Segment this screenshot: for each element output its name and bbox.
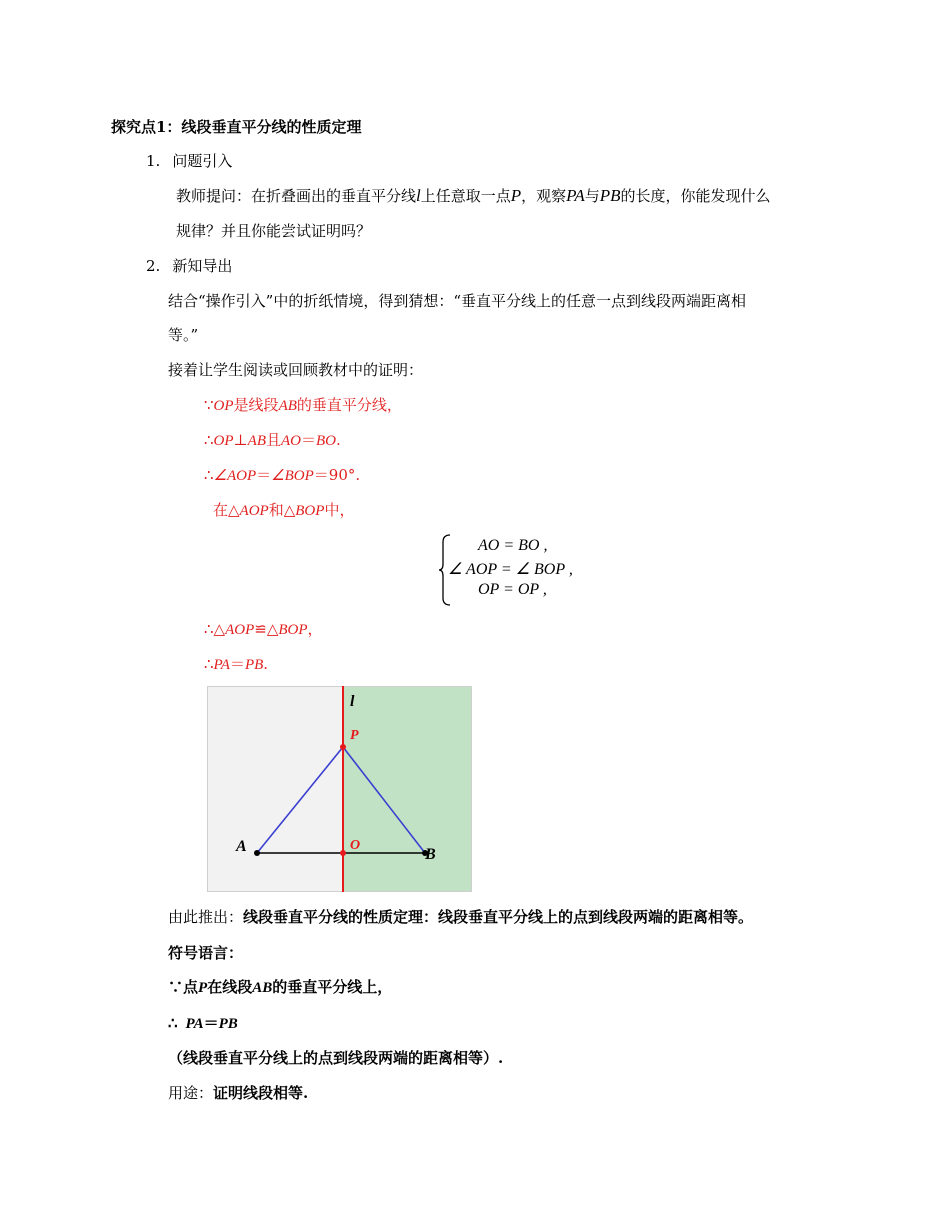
equals-symbol: ＝: [301, 431, 317, 449]
var-l: l: [416, 186, 421, 205]
guess-line-1: 结合“操作引入”中的折纸情境，得到猜想：“垂直平分线上的任意一点到线段两端距离相: [168, 292, 747, 310]
symbol-line-1: [168, 977, 392, 998]
symbol-text: 在线段: [207, 978, 253, 996]
proof-text: 的垂直平分线，: [296, 396, 402, 414]
label-p: P: [350, 728, 359, 743]
proof-step-3: [204, 465, 360, 486]
theorem-statement: [168, 907, 753, 927]
proof-text: 在△: [213, 501, 240, 519]
conclusion-congruent: [204, 619, 323, 640]
therefore-symbol: ∴△: [204, 620, 226, 638]
var-pb: PB: [599, 186, 621, 205]
geometry-figure: [207, 686, 472, 892]
var-ab: AB: [247, 433, 266, 449]
subsection-1-number: 1.: [146, 152, 161, 170]
use-line: [168, 1083, 308, 1103]
because-symbol: ∵: [204, 396, 214, 414]
period: .: [263, 655, 269, 673]
therefore-symbol: ∴: [204, 466, 214, 484]
var-pa: PA: [213, 657, 230, 673]
angle-aop: ∠AOP: [213, 468, 257, 484]
subsection-1: [146, 151, 232, 171]
use-prefix: 用途：: [168, 1084, 214, 1102]
read-instruction: 接着让学生阅读或回顾教材中的证明：: [168, 361, 424, 379]
var-ao: AO: [281, 433, 301, 449]
proof-step-4: [213, 500, 354, 521]
question-text: 与: [584, 187, 600, 205]
triangle-aop: AOP: [225, 622, 255, 638]
question-text: ，观察: [521, 187, 567, 205]
conclusion-equal: [204, 654, 268, 675]
system-row-3: OP = OP ,: [478, 581, 547, 598]
therefore-symbol: ∴: [204, 655, 214, 673]
subsection-2-title: 新知导出: [172, 257, 233, 275]
equation-system: [438, 534, 608, 606]
var-op: OP: [213, 398, 234, 414]
triangle-aop: AOP: [239, 503, 269, 519]
label-l: l: [350, 693, 355, 710]
var-ab: AB: [252, 980, 273, 996]
point-a: [254, 850, 260, 856]
perpendicular-bisector-diagram: [207, 686, 472, 892]
symbol-text: 的垂直平分线上，: [272, 978, 393, 996]
triangle-bop: BOP: [278, 622, 308, 638]
proof-text: 和△: [268, 501, 296, 519]
label-a: A: [236, 838, 247, 855]
var-op: OP: [213, 433, 234, 449]
question-text: 上任意取一点: [420, 187, 511, 205]
question-line-2: 规律？并且你能尝试证明吗？: [176, 222, 372, 240]
section-heading: 探究点1：线段垂直平分线的性质定理: [111, 118, 362, 136]
question-line-1: [176, 186, 771, 206]
use-text: 证明线段相等.: [213, 1084, 309, 1102]
var-p: P: [198, 980, 208, 996]
period: .: [336, 431, 341, 449]
label-o: O: [350, 838, 361, 853]
var-pa: PA: [185, 1016, 204, 1032]
angle-bop: ∠BOP: [271, 468, 314, 484]
var-p: P: [510, 186, 522, 205]
proof-text: 中，: [324, 501, 355, 519]
left-half-region: [207, 686, 343, 892]
system-row-2: ∠ AOP = ∠ BOP ,: [448, 561, 573, 578]
because-symbol: ∵点: [168, 978, 199, 996]
equals-symbol: ＝: [229, 655, 245, 673]
system-row-1: AO = BO ,: [478, 537, 548, 554]
guess-line-2: 等。”: [168, 326, 199, 344]
proof-text: 且: [265, 431, 281, 449]
subsection-1-title: 问题引入: [172, 152, 233, 170]
var-pb: PB: [218, 1016, 238, 1032]
var-pa: PA: [566, 186, 585, 205]
congruent-symbol: ≌△: [254, 620, 279, 638]
theorem-text: 线段垂直平分线的性质定理：线段垂直平分线上的点到线段两端的距离相等。: [243, 908, 754, 926]
point-o: [340, 850, 346, 856]
var-ab: AB: [278, 398, 297, 414]
therefore-symbol: ∴: [168, 1014, 178, 1032]
question-text: 的长度，你能发现什么: [620, 187, 771, 205]
question-text: 教师提问：在折叠画出的垂直平分线: [176, 187, 417, 205]
triangle-bop: BOP: [295, 503, 325, 519]
right-half-region: [343, 686, 472, 892]
proof-text: ＝90°.: [313, 466, 361, 484]
theorem-prefix: 由此推出：: [168, 908, 244, 926]
proof-step-1: [204, 395, 402, 416]
perp-symbol: ⊥: [233, 431, 248, 449]
subsection-2: [146, 256, 232, 276]
var-bo: BO: [316, 433, 337, 449]
equals-symbol: ＝: [203, 1014, 219, 1032]
proof-step-2: [204, 430, 341, 451]
therefore-symbol: ∴: [204, 431, 214, 449]
label-b: B: [425, 846, 436, 863]
symbol-line-2: [168, 1013, 238, 1034]
symbol-language-title: 符号语言：: [168, 944, 244, 962]
equals-symbol: ＝: [256, 466, 272, 484]
proof-text: 是线段: [233, 396, 279, 414]
var-pb: PB: [244, 657, 264, 673]
symbol-line-3: （线段垂直平分线上的点到线段两端的距离相等）.: [168, 1049, 504, 1067]
point-p: [340, 744, 346, 750]
subsection-2-number: 2.: [146, 257, 161, 275]
proof-text: ，: [307, 620, 323, 638]
